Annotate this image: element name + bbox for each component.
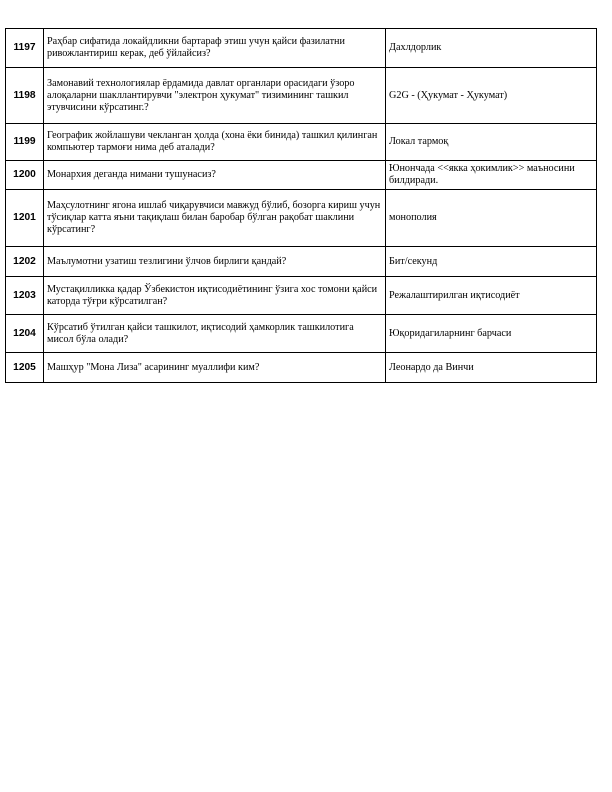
question-text: Мустақилликка қадар Ўзбекистон иқтисодиётининг ўзига хос томони қайси каторда тўғри кўрсатилган? <box>44 277 386 315</box>
answer-text: Юқоридагиларнинг барчаси <box>386 315 597 353</box>
question-number: 1201 <box>6 190 44 247</box>
question-number: 1199 <box>6 124 44 161</box>
question-number: 1197 <box>6 29 44 68</box>
answer-text: Юнончада <<якка ҳокимлик>> маъносини билдиради. <box>386 161 597 190</box>
answer-text: Дахлдорлик <box>386 29 597 68</box>
table-row <box>6 29 597 68</box>
qa-table-body <box>6 29 597 383</box>
question-text: Замонавий технологиялар ёрдамида давлат органлари орасидаги ўзоро алоқаларни шакллантирувчи "электрон ҳукумат" тизимининг ташкил этувчисини кўрсатинг.? <box>44 68 386 124</box>
question-text: Монархия деганда нимани тушунасиз? <box>44 161 386 190</box>
question-text: Маълумотни узатиш тезлигини ўлчов бирлиги қандай? <box>44 247 386 277</box>
answer-text: Локал тармоқ <box>386 124 597 161</box>
question-number: 1203 <box>6 277 44 315</box>
question-number: 1204 <box>6 315 44 353</box>
table-row <box>6 353 597 383</box>
question-text: Кўрсатиб ўтилган қайси ташкилот, иқтисодий ҳамкорлик ташкилотига мисол бўла олади? <box>44 315 386 353</box>
table-row <box>6 247 597 277</box>
answer-text: Леонардо да Винчи <box>386 353 597 383</box>
question-number: 1200 <box>6 161 44 190</box>
question-text: Раҳбар сифатида локайдликни бартараф этиш учун қайси фазилатни ривожлантириш керак, деб ўйлайсиз? <box>44 29 386 68</box>
answer-text: Бит/секунд <box>386 247 597 277</box>
table-row <box>6 315 597 353</box>
table-row <box>6 161 597 190</box>
table-row <box>6 68 597 124</box>
table-row <box>6 190 597 247</box>
question-number: 1198 <box>6 68 44 124</box>
answer-text: Режалаштирилган иқтисодиёт <box>386 277 597 315</box>
table-row <box>6 277 597 315</box>
question-text: Машҳур "Мона Лиза" асарининг муаллифи ким? <box>44 353 386 383</box>
question-number: 1202 <box>6 247 44 277</box>
table-row <box>6 124 597 161</box>
answer-text: G2G - (Ҳукумат - Ҳукумат) <box>386 68 597 124</box>
question-text: Географик жойлашуви чекланган ҳолда (хона ёки бинида) ташкил қилинган компьютер тармоғи нима деб аталади? <box>44 124 386 161</box>
qa-table <box>5 28 597 383</box>
question-number: 1205 <box>6 353 44 383</box>
answer-text: монополия <box>386 190 597 247</box>
question-text: Маҳсулотнинг ягона ишлаб чиқарувчиси мавжуд бўлиб, бозорга кириш учун тўсиқлар катта яъни тақиқлаш билан баробар бўлган рақобат шаклини кўрсатинг? <box>44 190 386 247</box>
